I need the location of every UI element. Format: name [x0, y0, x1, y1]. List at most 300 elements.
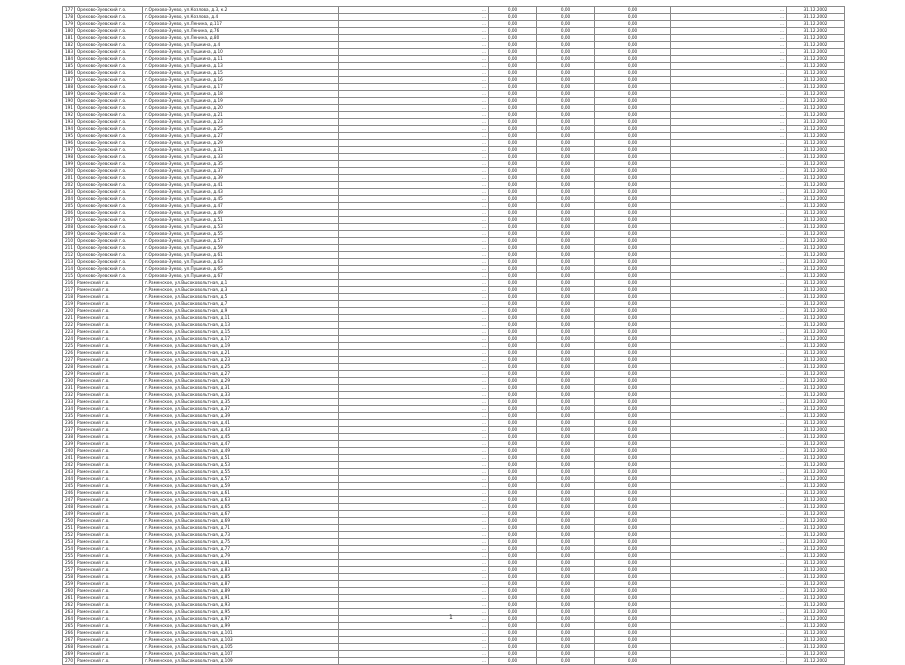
value-cell: 0,00 [595, 280, 671, 287]
district-cell: Орехово-Зуевский г.о. [75, 175, 143, 182]
value-cell: 0,00 [489, 623, 537, 630]
value-cell: 0,00 [489, 371, 537, 378]
total-cell: … [671, 280, 787, 287]
value-cell: 0,00 [489, 105, 537, 112]
total-cell: … [671, 98, 787, 105]
table-row [63, 469, 845, 476]
total-cell: … [671, 336, 787, 343]
district-cell: Орехово-Зуевский г.о. [75, 189, 143, 196]
row-number-cell: 254 [63, 546, 75, 553]
value-cell: 0,00 [489, 441, 537, 448]
value-cell: 0,00 [595, 308, 671, 315]
value-cell: 0,00 [537, 196, 595, 203]
address-cell: г.Раменское, ул.Высоковольтная, д.45 [143, 434, 339, 441]
address-cell: г.Раменское, ул.Высоковольтная, д.15 [143, 329, 339, 336]
value-cell: 0,00 [489, 245, 537, 252]
value-cell: 0,00 [595, 210, 671, 217]
value-cell: 0,00 [537, 462, 595, 469]
value-cell: 0,00 [489, 210, 537, 217]
total-cell: … [671, 469, 787, 476]
value-cell: 0,00 [595, 154, 671, 161]
table-row [63, 371, 845, 378]
row-number-cell: 202 [63, 182, 75, 189]
value-cell: 0,00 [595, 329, 671, 336]
amount-cell: … [339, 637, 489, 644]
address-cell: г.Орехово-Зуево, ул.Пушкина, д.43 [143, 189, 339, 196]
table-row [63, 581, 845, 588]
value-cell: 0,00 [537, 322, 595, 329]
row-number-cell: 223 [63, 329, 75, 336]
table-row [63, 490, 845, 497]
value-cell: 0,00 [595, 567, 671, 574]
value-cell: 0,00 [595, 497, 671, 504]
amount-cell: … [339, 21, 489, 28]
amount-cell: … [339, 252, 489, 259]
value-cell: 0,00 [489, 77, 537, 84]
row-number-cell: 240 [63, 448, 75, 455]
row-number-cell: 243 [63, 469, 75, 476]
table-row [63, 287, 845, 294]
value-cell: 0,00 [537, 217, 595, 224]
date-cell: 31.12.2002 [787, 581, 845, 588]
amount-cell: … [339, 392, 489, 399]
address-cell: г.Орехово-Зуево, ул.Пушкина, д.63 [143, 259, 339, 266]
value-cell: 0,00 [489, 98, 537, 105]
value-cell: 0,00 [595, 196, 671, 203]
amount-cell: … [339, 427, 489, 434]
value-cell: 0,00 [537, 532, 595, 539]
value-cell: 0,00 [489, 385, 537, 392]
amount-cell: … [339, 490, 489, 497]
table-row [63, 49, 845, 56]
table-row [63, 28, 845, 35]
value-cell: 0,00 [595, 581, 671, 588]
date-cell: 31.12.2002 [787, 329, 845, 336]
address-cell: г.Орехово-Зуево, ул.Пушкина, д.53 [143, 224, 339, 231]
district-cell: Раменский г.о. [75, 308, 143, 315]
value-cell: 0,00 [537, 420, 595, 427]
row-number-cell: 200 [63, 168, 75, 175]
total-cell: … [671, 315, 787, 322]
value-cell: 0,00 [489, 413, 537, 420]
district-cell: Раменский г.о. [75, 427, 143, 434]
address-cell: г.Орехово-Зуево, ул.Пушкина, д.59 [143, 245, 339, 252]
value-cell: 0,00 [489, 308, 537, 315]
table-row [63, 203, 845, 210]
district-cell: Раменский г.о. [75, 532, 143, 539]
value-cell: 0,00 [489, 644, 537, 651]
row-number-cell: 230 [63, 378, 75, 385]
district-cell: Орехово-Зуевский г.о. [75, 7, 143, 14]
table-row [63, 574, 845, 581]
amount-cell: … [339, 546, 489, 553]
table-row [63, 280, 845, 287]
district-cell: Раменский г.о. [75, 434, 143, 441]
row-number-cell: 246 [63, 490, 75, 497]
value-cell: 0,00 [595, 616, 671, 623]
amount-cell: … [339, 315, 489, 322]
row-number-cell: 226 [63, 350, 75, 357]
total-cell: … [671, 406, 787, 413]
date-cell: 31.12.2002 [787, 77, 845, 84]
value-cell: 0,00 [595, 161, 671, 168]
total-cell: … [671, 105, 787, 112]
address-cell: г.Раменское, ул.Высоковольтная, д.33 [143, 392, 339, 399]
total-cell: … [671, 224, 787, 231]
amount-cell: … [339, 497, 489, 504]
amount-cell: … [339, 420, 489, 427]
row-number-cell: 234 [63, 406, 75, 413]
table-row [63, 336, 845, 343]
table-row [63, 539, 845, 546]
total-cell: … [671, 35, 787, 42]
value-cell: 0,00 [595, 336, 671, 343]
row-number-cell: 199 [63, 161, 75, 168]
date-cell: 31.12.2002 [787, 553, 845, 560]
amount-cell: … [339, 588, 489, 595]
amount-cell: … [339, 301, 489, 308]
table-row [63, 14, 845, 21]
table-row [63, 63, 845, 70]
value-cell: 0,00 [595, 63, 671, 70]
table-row [63, 147, 845, 154]
value-cell: 0,00 [537, 406, 595, 413]
value-cell: 0,00 [595, 28, 671, 35]
value-cell: 0,00 [489, 224, 537, 231]
district-cell: Раменский г.о. [75, 602, 143, 609]
row-number-cell: 187 [63, 77, 75, 84]
table-row [63, 210, 845, 217]
value-cell: 0,00 [489, 448, 537, 455]
value-cell: 0,00 [595, 469, 671, 476]
table-row [63, 112, 845, 119]
value-cell: 0,00 [595, 490, 671, 497]
district-cell: Раменский г.о. [75, 350, 143, 357]
row-number-cell: 197 [63, 147, 75, 154]
address-cell: г.Орехово-Зуево, ул.Пушкина, д.47 [143, 203, 339, 210]
value-cell: 0,00 [489, 63, 537, 70]
date-cell: 31.12.2002 [787, 126, 845, 133]
date-cell: 31.12.2002 [787, 217, 845, 224]
total-cell: … [671, 616, 787, 623]
row-number-cell: 237 [63, 427, 75, 434]
value-cell: 0,00 [489, 378, 537, 385]
amount-cell: … [339, 434, 489, 441]
table-row [63, 126, 845, 133]
value-cell: 0,00 [489, 217, 537, 224]
row-number-cell: 260 [63, 588, 75, 595]
value-cell: 0,00 [489, 161, 537, 168]
address-cell: г.Раменское, ул.Высоковольтная, д.7 [143, 301, 339, 308]
value-cell: 0,00 [489, 126, 537, 133]
table-row [63, 42, 845, 49]
row-number-cell: 256 [63, 560, 75, 567]
table-row [63, 105, 845, 112]
row-number-cell: 179 [63, 21, 75, 28]
value-cell: 0,00 [537, 483, 595, 490]
row-number-cell: 261 [63, 595, 75, 602]
total-cell: … [671, 147, 787, 154]
amount-cell: … [339, 168, 489, 175]
total-cell: … [671, 133, 787, 140]
row-number-cell: 218 [63, 294, 75, 301]
value-cell: 0,00 [489, 259, 537, 266]
address-cell: г.Орехово-Зуево, ул.Пушкина, д.18 [143, 91, 339, 98]
address-cell: г.Орехово-Зуево, ул.Пушкина, д.67 [143, 273, 339, 280]
amount-cell: … [339, 112, 489, 119]
value-cell: 0,00 [595, 462, 671, 469]
district-cell: Орехово-Зуевский г.о. [75, 91, 143, 98]
amount-cell: … [339, 644, 489, 651]
date-cell: 31.12.2002 [787, 567, 845, 574]
address-cell: г.Раменское, ул.Высоковольтная, д.99 [143, 623, 339, 630]
row-number-cell: 208 [63, 224, 75, 231]
date-cell: 31.12.2002 [787, 238, 845, 245]
value-cell: 0,00 [595, 168, 671, 175]
district-cell: Раменский г.о. [75, 287, 143, 294]
district-cell: Раменский г.о. [75, 651, 143, 658]
value-cell: 0,00 [489, 518, 537, 525]
amount-cell: … [339, 518, 489, 525]
value-cell: 0,00 [489, 581, 537, 588]
total-cell: … [671, 49, 787, 56]
value-cell: 0,00 [489, 273, 537, 280]
date-cell: 31.12.2002 [787, 147, 845, 154]
value-cell: 0,00 [489, 252, 537, 259]
row-number-cell: 264 [63, 616, 75, 623]
address-cell: г.Раменское, ул.Высоковольтная, д.65 [143, 504, 339, 511]
value-cell: 0,00 [595, 175, 671, 182]
value-cell: 0,00 [537, 546, 595, 553]
total-cell: … [671, 511, 787, 518]
total-cell: … [671, 378, 787, 385]
table-row [63, 217, 845, 224]
date-cell: 31.12.2002 [787, 42, 845, 49]
amount-cell: … [339, 350, 489, 357]
table-row [63, 175, 845, 182]
address-cell: г.Орехово-Зуево, ул.Пушкина, д.13 [143, 63, 339, 70]
table-row [63, 560, 845, 567]
district-cell: Раменский г.о. [75, 518, 143, 525]
date-cell: 31.12.2002 [787, 441, 845, 448]
district-cell: Раменский г.о. [75, 448, 143, 455]
address-cell: г.Раменское, ул.Высоковольтная, д.63 [143, 497, 339, 504]
table-row [63, 602, 845, 609]
row-number-cell: 259 [63, 581, 75, 588]
table-row [63, 231, 845, 238]
value-cell: 0,00 [489, 357, 537, 364]
address-cell: г.Раменское, ул.Высоковольтная, д.75 [143, 539, 339, 546]
district-cell: Раменский г.о. [75, 441, 143, 448]
row-number-cell: 186 [63, 70, 75, 77]
table-row [63, 553, 845, 560]
value-cell: 0,00 [489, 504, 537, 511]
value-cell: 0,00 [537, 189, 595, 196]
address-cell: г.Раменское, ул.Высоковольтная, д.11 [143, 315, 339, 322]
address-cell: г.Раменское, ул.Высоковольтная, д.67 [143, 511, 339, 518]
table-row [63, 378, 845, 385]
value-cell: 0,00 [489, 7, 537, 14]
value-cell: 0,00 [595, 147, 671, 154]
total-cell: … [671, 560, 787, 567]
district-cell: Раменский г.о. [75, 609, 143, 616]
address-cell: г.Орехово-Зуево, ул.Пушкина, д.35 [143, 161, 339, 168]
date-cell: 31.12.2002 [787, 644, 845, 651]
row-number-cell: 248 [63, 504, 75, 511]
value-cell: 0,00 [595, 112, 671, 119]
value-cell: 0,00 [489, 91, 537, 98]
date-cell: 31.12.2002 [787, 49, 845, 56]
table-row [63, 196, 845, 203]
value-cell: 0,00 [537, 49, 595, 56]
address-cell: г.Раменское, ул.Высоковольтная, д.61 [143, 490, 339, 497]
table-row [63, 630, 845, 637]
table-row [63, 532, 845, 539]
value-cell: 0,00 [595, 448, 671, 455]
address-cell: г.Раменское, ул.Высоковольтная, д.103 [143, 637, 339, 644]
value-cell: 0,00 [537, 133, 595, 140]
address-cell: г.Орехово-Зуево, ул.Ленина, д.117 [143, 21, 339, 28]
value-cell: 0,00 [489, 616, 537, 623]
value-cell: 0,00 [489, 637, 537, 644]
amount-cell: … [339, 364, 489, 371]
district-cell: Орехово-Зуевский г.о. [75, 252, 143, 259]
amount-cell: … [339, 259, 489, 266]
amount-cell: … [339, 581, 489, 588]
value-cell: 0,00 [595, 399, 671, 406]
value-cell: 0,00 [595, 42, 671, 49]
total-cell: … [671, 217, 787, 224]
table-row [63, 329, 845, 336]
amount-cell: … [339, 441, 489, 448]
value-cell: 0,00 [537, 560, 595, 567]
address-cell: г.Орехово-Зуево, ул.Пушкина, д.39 [143, 175, 339, 182]
total-cell: … [671, 546, 787, 553]
value-cell: 0,00 [537, 21, 595, 28]
value-cell: 0,00 [595, 224, 671, 231]
row-number-cell: 242 [63, 462, 75, 469]
amount-cell: … [339, 224, 489, 231]
address-cell: г.Раменское, ул.Высоковольтная, д.17 [143, 336, 339, 343]
date-cell: 31.12.2002 [787, 637, 845, 644]
total-cell: … [671, 553, 787, 560]
total-cell: … [671, 91, 787, 98]
value-cell: 0,00 [537, 336, 595, 343]
row-number-cell: 227 [63, 357, 75, 364]
address-cell: г.Орехово-Зуево, ул.Пушкина, д.19 [143, 98, 339, 105]
row-number-cell: 244 [63, 476, 75, 483]
value-cell: 0,00 [595, 231, 671, 238]
value-cell: 0,00 [489, 301, 537, 308]
total-cell: … [671, 476, 787, 483]
value-cell: 0,00 [537, 476, 595, 483]
value-cell: 0,00 [595, 644, 671, 651]
row-number-cell: 269 [63, 651, 75, 658]
value-cell: 0,00 [537, 259, 595, 266]
value-cell: 0,00 [489, 560, 537, 567]
amount-cell: … [339, 525, 489, 532]
date-cell: 31.12.2002 [787, 539, 845, 546]
total-cell: … [671, 602, 787, 609]
address-cell: г.Раменское, ул.Высоковольтная, д.85 [143, 574, 339, 581]
value-cell: 0,00 [595, 49, 671, 56]
district-cell: Раменский г.о. [75, 336, 143, 343]
value-cell: 0,00 [595, 14, 671, 21]
district-cell: Орехово-Зуевский г.о. [75, 273, 143, 280]
date-cell: 31.12.2002 [787, 462, 845, 469]
total-cell: … [671, 658, 787, 665]
address-cell: г.Раменское, ул.Высоковольтная, д.9 [143, 308, 339, 315]
district-cell: Орехово-Зуевский г.о. [75, 224, 143, 231]
date-cell: 31.12.2002 [787, 189, 845, 196]
total-cell: … [671, 539, 787, 546]
total-cell: … [671, 644, 787, 651]
table-row [63, 406, 845, 413]
value-cell: 0,00 [489, 196, 537, 203]
address-cell: г.Раменское, ул.Высоковольтная, д.53 [143, 462, 339, 469]
value-cell: 0,00 [595, 364, 671, 371]
date-cell: 31.12.2002 [787, 182, 845, 189]
row-number-cell: 198 [63, 154, 75, 161]
value-cell: 0,00 [489, 322, 537, 329]
table-row [63, 161, 845, 168]
value-cell: 0,00 [489, 497, 537, 504]
address-cell: г.Орехово-Зуево, ул.Пушкина, д.10 [143, 49, 339, 56]
address-cell: г.Раменское, ул.Высоковольтная, д.59 [143, 483, 339, 490]
amount-cell: … [339, 343, 489, 350]
address-cell: г.Раменское, ул.Высоковольтная, д.49 [143, 448, 339, 455]
date-cell: 31.12.2002 [787, 280, 845, 287]
table-row [63, 616, 845, 623]
row-number-cell: 191 [63, 105, 75, 112]
value-cell: 0,00 [489, 238, 537, 245]
value-cell: 0,00 [595, 315, 671, 322]
district-cell: Раменский г.о. [75, 658, 143, 665]
total-cell: … [671, 357, 787, 364]
date-cell: 31.12.2002 [787, 14, 845, 21]
value-cell: 0,00 [537, 28, 595, 35]
value-cell: 0,00 [595, 182, 671, 189]
total-cell: … [671, 574, 787, 581]
value-cell: 0,00 [537, 119, 595, 126]
value-cell: 0,00 [537, 644, 595, 651]
value-cell: 0,00 [489, 154, 537, 161]
district-cell: Раменский г.о. [75, 343, 143, 350]
value-cell: 0,00 [537, 602, 595, 609]
date-cell: 31.12.2002 [787, 413, 845, 420]
value-cell: 0,00 [595, 294, 671, 301]
total-cell: … [671, 168, 787, 175]
value-cell: 0,00 [489, 14, 537, 21]
amount-cell: … [339, 217, 489, 224]
value-cell: 0,00 [595, 252, 671, 259]
date-cell: 31.12.2002 [787, 175, 845, 182]
date-cell: 31.12.2002 [787, 483, 845, 490]
amount-cell: … [339, 182, 489, 189]
amount-cell: … [339, 140, 489, 147]
address-cell: г.Раменское, ул.Высоковольтная, д.101 [143, 630, 339, 637]
district-cell: Раменский г.о. [75, 322, 143, 329]
amount-cell: … [339, 574, 489, 581]
value-cell: 0,00 [537, 385, 595, 392]
district-cell: Раменский г.о. [75, 420, 143, 427]
value-cell: 0,00 [595, 189, 671, 196]
district-cell: Орехово-Зуевский г.о. [75, 35, 143, 42]
total-cell: … [671, 182, 787, 189]
date-cell: 31.12.2002 [787, 56, 845, 63]
total-cell: … [671, 455, 787, 462]
value-cell: 0,00 [537, 343, 595, 350]
